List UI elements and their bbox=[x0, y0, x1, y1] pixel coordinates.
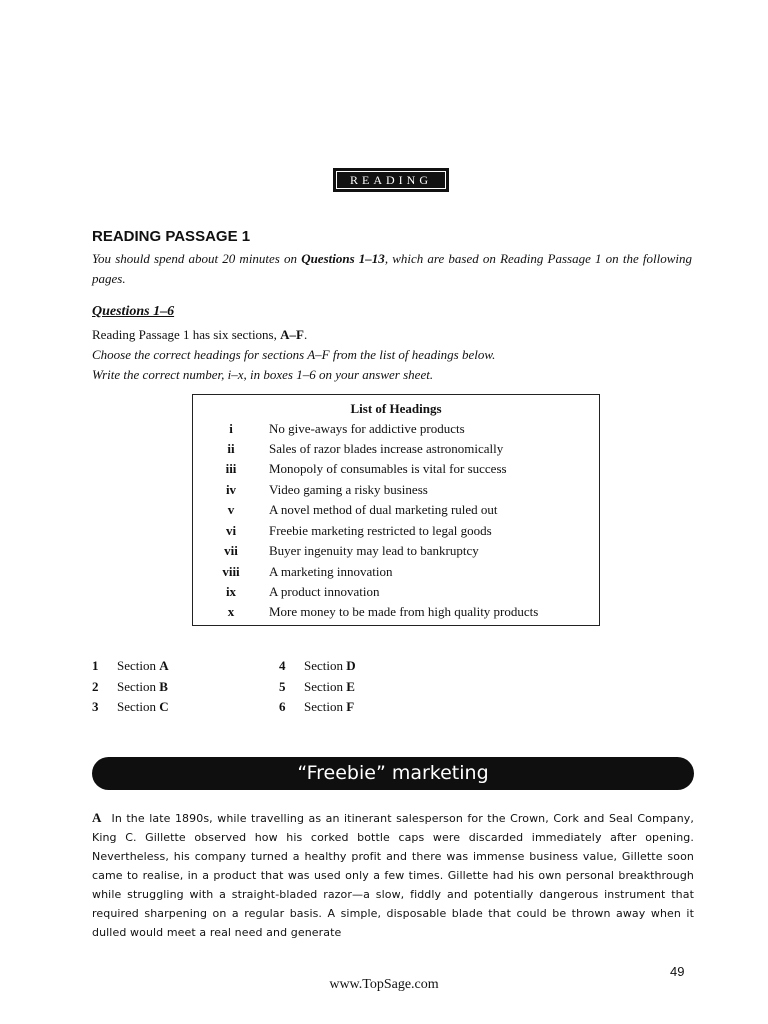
heading-row bbox=[193, 562, 599, 582]
page-number: 49 bbox=[670, 964, 685, 979]
section-label: Section E bbox=[304, 679, 355, 694]
heading-row bbox=[193, 521, 599, 541]
section-item bbox=[92, 677, 168, 697]
passage-title: READING PASSAGE 1 bbox=[92, 228, 251, 245]
section-item bbox=[92, 656, 169, 676]
heading-row bbox=[193, 480, 599, 500]
heading-number: v bbox=[227, 502, 235, 517]
article-paragraph bbox=[92, 808, 694, 942]
section-number: 6 bbox=[279, 699, 286, 714]
paragraph-text: In the late 1890s, while travelling as an itinerant salesperson for the Crown, Cork and Seal Company, King C. Gillette observed how his corked bottle caps were discarded immediately after opening. Nevertheless, his company turned a healthy profit and there was immense business value, Gillette soon came to realise, in a product that was used only a few times. Gillette had his own personal breakthrough while struggling with a straight-bladed razor—a slow, fiddly and potentially dangerous instrument that required sharpening on a regular basis. A simple, disposable blade that could be thrown away when it dulled would meet a real need and generate bbox=[92, 812, 694, 939]
line1-bold: A–F bbox=[280, 327, 304, 342]
paragraph-letter: A bbox=[92, 810, 102, 825]
instruction-pre: You should spend about 20 minutes on bbox=[92, 251, 302, 266]
heading-number: i bbox=[229, 421, 233, 436]
heading-text: Buyer ingenuity may lead to bankruptcy bbox=[269, 543, 479, 558]
heading-row bbox=[193, 602, 599, 622]
heading-row bbox=[193, 541, 599, 561]
section-label: Section B bbox=[117, 679, 168, 694]
questions-line-2: Choose the correct headings for sections A–F from the list of headings below. bbox=[92, 347, 496, 362]
heading-text: More money to be made from high quality products bbox=[269, 604, 539, 619]
questions-line-3: Write the correct number, i–x, in boxes 1–6 on your answer sheet. bbox=[92, 367, 434, 382]
heading-text: A product innovation bbox=[269, 584, 380, 599]
heading-number: iii bbox=[225, 461, 237, 476]
article-title-banner: “Freebie” marketing bbox=[92, 757, 694, 790]
heading-number: iv bbox=[225, 482, 237, 497]
headings-title: List of Headings bbox=[350, 401, 442, 416]
questions-title: Questions 1–6 bbox=[92, 304, 175, 319]
instruction-bold: Questions 1–13 bbox=[301, 251, 385, 266]
heading-number: x bbox=[227, 604, 235, 619]
heading-row bbox=[193, 439, 599, 459]
reading-banner: READING bbox=[333, 168, 449, 192]
heading-text: A marketing innovation bbox=[269, 564, 393, 579]
section-label: Section F bbox=[304, 699, 355, 714]
section-number: 4 bbox=[279, 658, 286, 673]
heading-row bbox=[193, 419, 599, 439]
line1-pre: Reading Passage 1 has six sections, bbox=[92, 327, 281, 342]
line1-post: . bbox=[303, 327, 308, 342]
heading-row bbox=[193, 582, 599, 602]
heading-text: A novel method of dual marketing ruled out bbox=[269, 502, 498, 517]
headings-box bbox=[192, 394, 600, 626]
section-item bbox=[279, 677, 355, 697]
section-number: 5 bbox=[279, 679, 286, 694]
section-label: Section D bbox=[304, 658, 356, 673]
heading-text: Sales of razor blades increase astronomically bbox=[269, 441, 504, 456]
heading-text: Monopoly of consumables is vital for success bbox=[269, 461, 507, 476]
heading-text: Video gaming a risky business bbox=[269, 482, 428, 497]
section-label: Section C bbox=[117, 699, 169, 714]
heading-number: ix bbox=[225, 584, 237, 599]
heading-text: No give-aways for addictive products bbox=[269, 421, 465, 436]
passage-instructions bbox=[92, 249, 692, 289]
heading-number: viii bbox=[222, 564, 240, 579]
section-item bbox=[279, 697, 354, 717]
section-number: 2 bbox=[92, 679, 99, 694]
heading-row bbox=[193, 459, 599, 479]
section-number: 1 bbox=[92, 658, 99, 673]
section-number: 3 bbox=[92, 699, 99, 714]
section-label: Section A bbox=[117, 658, 169, 673]
footer-url: www.TopSage.com bbox=[329, 977, 439, 992]
section-item bbox=[92, 697, 169, 717]
instruction-post: , which are based on Reading Passage 1 on the following pages. bbox=[92, 251, 692, 286]
heading-number: ii bbox=[227, 441, 235, 456]
questions-line-1 bbox=[92, 325, 307, 345]
section-item bbox=[279, 656, 356, 676]
heading-number: vii bbox=[224, 543, 238, 558]
heading-text: Freebie marketing restricted to legal goods bbox=[269, 523, 492, 538]
heading-row bbox=[193, 500, 599, 520]
heading-number: vi bbox=[225, 523, 237, 538]
